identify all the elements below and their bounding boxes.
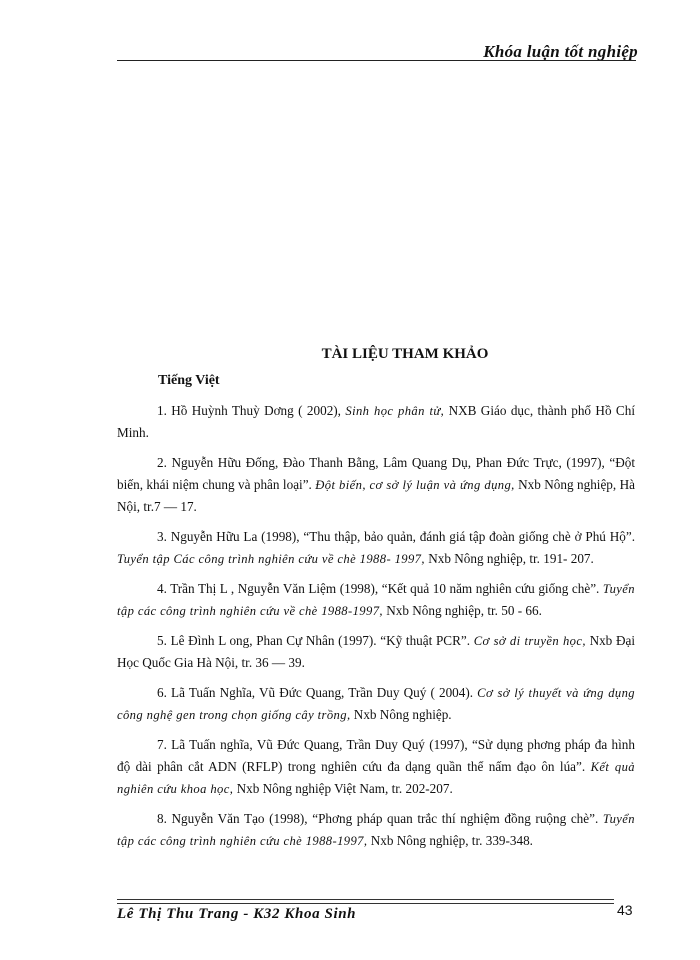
reference-text: 4. Trần Thị L , Nguyễn Văn Liệm (1998), “Kết quả 10 năm nghiên cứu giống chè”. — [157, 581, 603, 596]
reference-text: 5. Lê Đình L ong, Phan Cự Nhân (1997). “Kỹ thuật PCR”. — [157, 633, 474, 648]
reference-text: 7. Lã Tuấn nghĩa, Vũ Đức Quang, Trần Duy Quý (1997), “Sử dụng phơng pháp đa hình độ dài phân cắt ADN (RFLP) trong nghiên cứu đa dạng quần thể nấm đạo ôn lúa”. — [117, 737, 635, 774]
reference-publisher: Nxb Nông nghiệp, Hà Nội, tr.7 — 17. — [117, 477, 635, 514]
reference-source: Kết quả nghiên cứu khoa học, — [117, 760, 636, 796]
header-rule — [117, 60, 636, 61]
reference-publisher: Nxb Nông nghiệp, tr. 50 - 66. — [382, 603, 542, 618]
reference-publisher: NXB Giáo dục, thành phố Hồ Chí Minh. — [117, 403, 635, 440]
reference-source: Cơ sở lý thuyết và ứng dụng công nghệ gen trong chọn giống cây trồng, — [117, 686, 635, 722]
reference-list — [117, 400, 635, 860]
reference-publisher: Nxb Nông nghiệp, tr. 191- 207. — [424, 551, 594, 566]
footer-rule — [117, 899, 614, 900]
reference-item — [117, 452, 635, 518]
reference-source: Tuyển tập các công trình nghiên cứu chè 1988-1997, — [117, 812, 635, 848]
reference-text: 1. Hồ Huỳnh Thuỳ Dơng ( 2002), — [157, 403, 346, 418]
reference-text: 8. Nguyễn Văn Tạo (1998), “Phơng pháp quan trắc thí nghiệm đồng ruộng chè”. — [157, 811, 603, 826]
reference-item — [117, 682, 635, 726]
reference-item — [117, 734, 635, 800]
reference-publisher: Nxb Nông nghiệp Việt Nam, tr. 202-207. — [233, 781, 453, 796]
reference-item — [117, 400, 635, 444]
footer-author: Lê Thị Thu Trang - K32 Khoa Sinh — [117, 906, 357, 922]
section-subtitle: Tiếng Việt — [158, 373, 220, 388]
reference-item — [117, 630, 635, 674]
running-header-title: Khóa luận tốt nghiệp — [483, 42, 638, 61]
reference-publisher: Nxb Nông nghiệp. — [350, 707, 452, 722]
page-number: 43 — [617, 902, 633, 918]
reference-text: 3. Nguyễn Hữu La (1998), “Thu thập, bảo quản, đánh giá tập đoàn giống chè ở Phú Hộ”. — [157, 529, 635, 544]
reference-publisher: Nxb Nông nghiệp, tr. 339-348. — [367, 833, 533, 848]
reference-item — [117, 808, 635, 852]
reference-source: Sinh học phân tử, — [345, 404, 445, 418]
reference-publisher: Nxb Đại Học Quốc Gia Hà Nội, tr. 36 — 39. — [117, 633, 635, 670]
reference-item — [117, 526, 635, 570]
section-title: TÀI LIỆU THAM KHẢO — [321, 346, 489, 362]
reference-text: 6. Lã Tuấn Nghĩa, Vũ Đức Quang, Trần Duy Quý ( 2004). — [157, 685, 478, 700]
footer-rule — [117, 903, 614, 904]
reference-source: Tuyển tập Các công trình nghiên cứu về chè 1988- 1997, — [117, 552, 425, 566]
reference-text: 2. Nguyễn Hữu Đống, Đào Thanh Bằng, Lâm Quang Dụ, Phan Đức Trực, (1997), “Đột biến, khái niệm chung và phân loại”. — [117, 455, 635, 492]
reference-source: Cơ sở di truyền học, — [473, 634, 586, 648]
reference-source: Đột biến, cơ sở lý luận và ứng dụng, — [315, 478, 515, 492]
reference-source: Tuyển tập các công trình nghiên cứu về chè 1988-1997, — [117, 582, 635, 618]
reference-item — [117, 578, 635, 622]
